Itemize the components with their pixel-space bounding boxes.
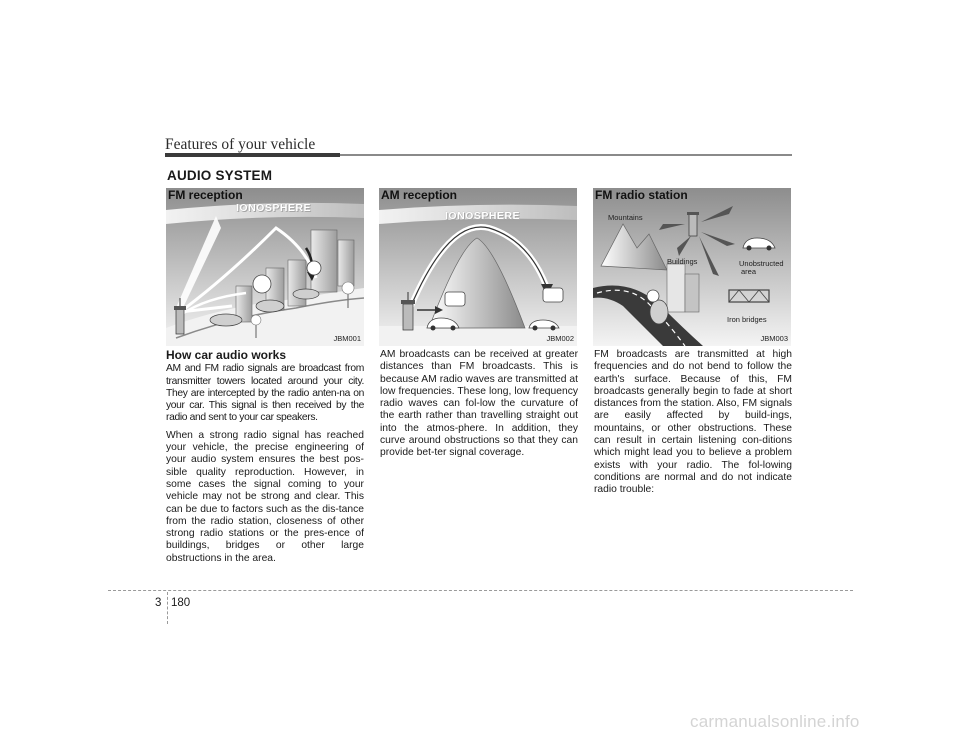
page-number: 180 <box>171 597 191 609</box>
header-rule-light <box>340 154 792 156</box>
chapter-number: 3 <box>155 597 162 609</box>
paragraph: AM and FM radio signals are broadcast from transmitter towers located around your city. They are intercepted by the radio anten-na on your car. This signal is then received by the radio and sent to your car speakers. <box>166 363 364 424</box>
figure-fm-radio-station <box>593 188 791 346</box>
ionosphere-label: IONOSPHERE <box>236 202 312 214</box>
footer-rule <box>108 590 853 591</box>
watermark: carmanualsonline.info <box>690 712 860 731</box>
text-column-1 <box>166 349 364 570</box>
text-column-3 <box>594 349 792 502</box>
figure-title: FM reception <box>168 188 243 202</box>
figure-code: JBM002 <box>546 334 574 343</box>
section-header: Features of your vehicle <box>165 136 316 153</box>
figure-fm-reception <box>166 188 364 346</box>
figure-code: JBM003 <box>760 334 788 343</box>
figure-code: JBM001 <box>333 334 361 343</box>
label-area: area <box>741 267 757 276</box>
label-unobstructed: Unobstructed <box>739 259 784 268</box>
text-column-2 <box>380 349 578 465</box>
label-iron-bridges: Iron bridges <box>727 315 767 324</box>
label-buildings: Buildings <box>667 257 698 266</box>
ionosphere-label: IONOSPHERE <box>445 210 521 222</box>
footer-divider <box>167 592 168 624</box>
paragraph: When a strong radio signal has reached your vehicle, the precise engineering of your audio system ensures the best pos-sible quality reproduction. However, in some cases the signal coming to your vehicle may not be strong and clear. This can be due to factors such as the dis-tance from the radio station, closeness of other strong radio stations or the pres-ence of buildings, bridges or other large obstructions in the area. <box>166 429 364 564</box>
paragraph: FM broadcasts are transmitted at high frequencies and do not bend to follow the earth's surface. Because of this, FM broadcasts generally begin to fade at short distances from the station. Also, FM signals are easily affected by build-ings, mountains, or other obstructions. These can result in certain listening con-ditions which might lead you to believe a problem exists with your radio. The fol-lowing conditions are normal and do not indicate radio trouble: <box>594 349 793 496</box>
paragraph: AM broadcasts can be received at greater distances than FM broadcasts. This is because AM radio waves are transmitted at low frequencies. These long, low frequency radio waves can fol-low the curvature of the earth rather than travelling straight out into the atmos-phere. In addition, they curve around obstructions so that they can provide bet-ter signal coverage. <box>380 349 578 459</box>
label-mountains: Mountains <box>608 213 643 222</box>
figure-title: FM radio station <box>595 188 688 202</box>
chapter-title: AUDIO SYSTEM <box>167 168 273 183</box>
figure-am-reception <box>379 188 577 346</box>
header-rule-dark <box>165 153 340 157</box>
figure-title: AM reception <box>381 188 458 202</box>
subsection-heading: How car audio works <box>166 348 287 362</box>
